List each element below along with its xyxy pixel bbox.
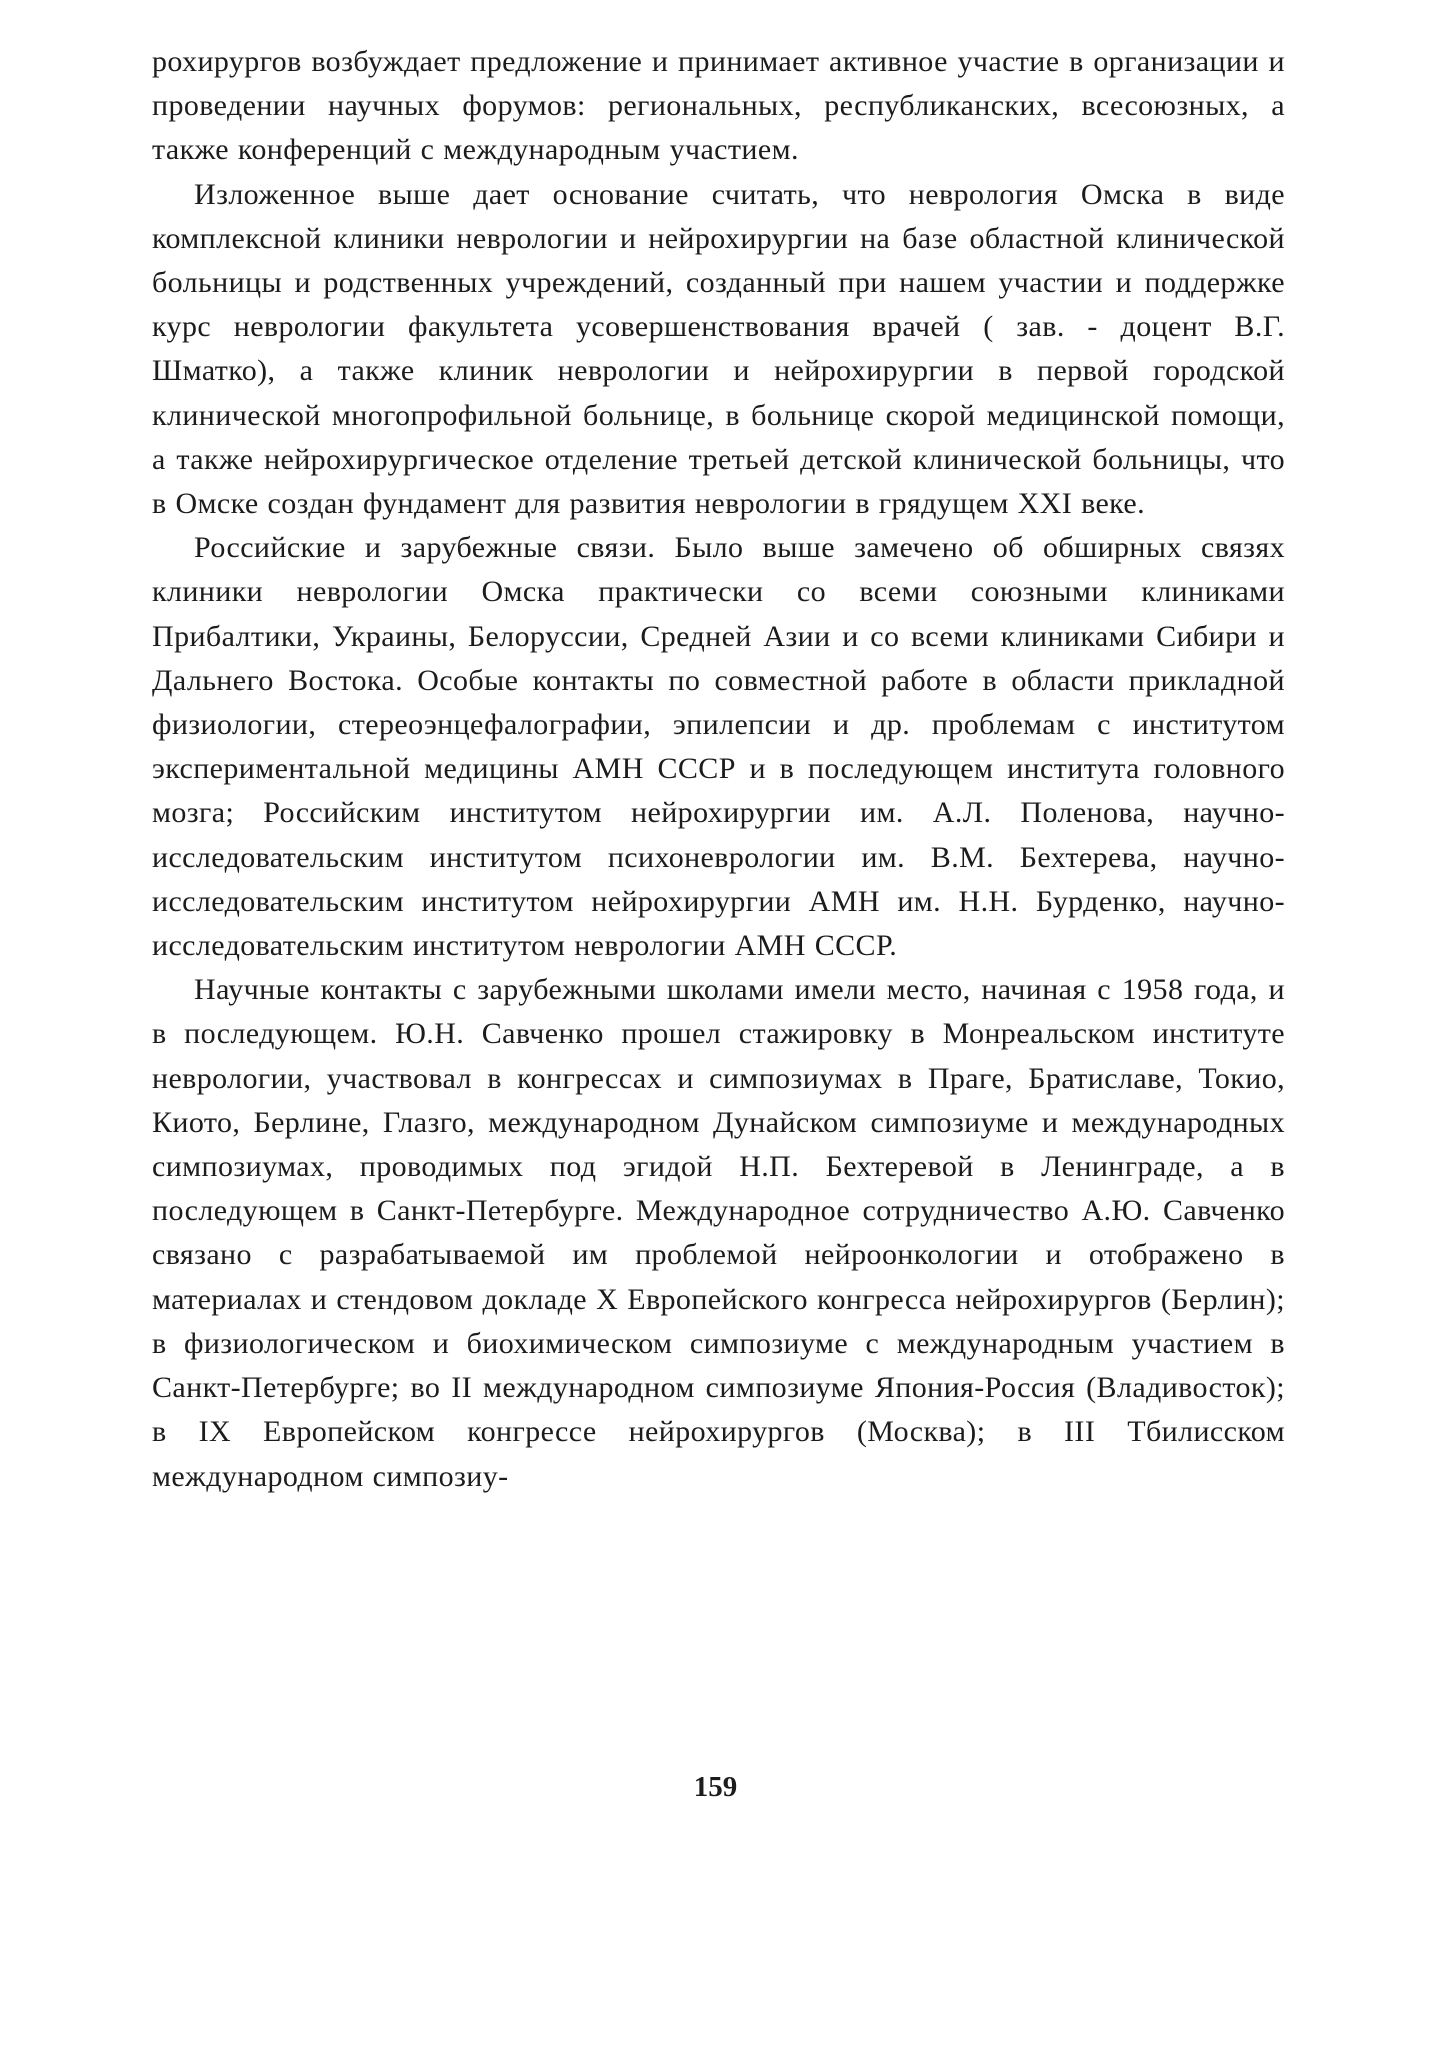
paragraph-russian-foreign-ties: Российские и зарубежные связи. Было выше замечено об обширных связях клиники неврологии Омска практически со всеми союзными клиниками Прибалтики, Украины, Белоруссии, Средней Азии и со всеми клиниками Сибири и Дальнего Востока. Особые контакты по совместной работе в области прикладной физиологии, стереоэнцефалографии, эпилепсии и др. проблемам с институтом экспериментальной медицины АМН СССР и в последующем института головного мозга; Российским институтом нейрохирургии им. А.Л. Поленова, научно-исследовательским институтом психоневрологии им. В.М. Бехтерева, научно-исследовательским институтом нейрохирургии АМН им. Н.Н. Бурденко, научно-исследовательским институтом неврологии АМН СССР. [152, 531, 1285, 963]
paragraph-scientific-contacts: Научные контакты с зарубежными школами имели место, начиная с 1958 года, и в последующем. Ю.Н. Савченко прошел стажировку в Монреальском институте неврологии, участвовал в конгрессах и симпозиумах в Праге, Братиславе, Токио, Киото, Берлине, Глазго, международном Дунайском симпозиуме и международных симпозиумах, проводимых под эгидой Н.П. Бехтеревой в Ленинграде, а в последующем в Санкт-Петербурге. Международное сотрудничество А.Ю. Савченко связано с разрабатываемой им проблемой нейроонкологии и отображено в материалах и стендовом докладе X Европейского конгресса нейрохирургов (Берлин); в физиологическом и биохимическом симпозиуме с международным участием в Санкт-Петербурге; во II международном симпозиуме Япония-Россия (Владивосток); в IX Европейском конгрессе нейрохирургов (Москва); в III Тбилисском международном симпозиу- [152, 973, 1285, 1493]
page-number: 159 [693, 1771, 738, 1803]
paragraph-continuation: рохирургов возбуждает предложение и принимает активное участие в организации и проведении научных форумов: региональных, республиканских, всесоюзных, а также конференций с международным участием. [152, 45, 1285, 167]
body-text [152, 40, 1285, 1499]
paragraph-neurology-omsk: Изложенное выше дает основание считать, что неврология Омска в виде комплексной клиники неврологии и нейрохирургии на базе областной клинической больницы и родственных учреждений, созданный при нашем участии и поддержке курс неврологии факультета усовершенствования врачей ( зав. - доцент В.Г. Шматко), а также клиник неврологии и нейрохирургии в первой городской клинической многопрофильной больнице, в больнице скорой медицинской помощи, а также нейрохирургическое отделение третьей детской клинической больницы, что в Омске создан фундамент для развития неврологии в грядущем XXI веке. [152, 177, 1285, 521]
